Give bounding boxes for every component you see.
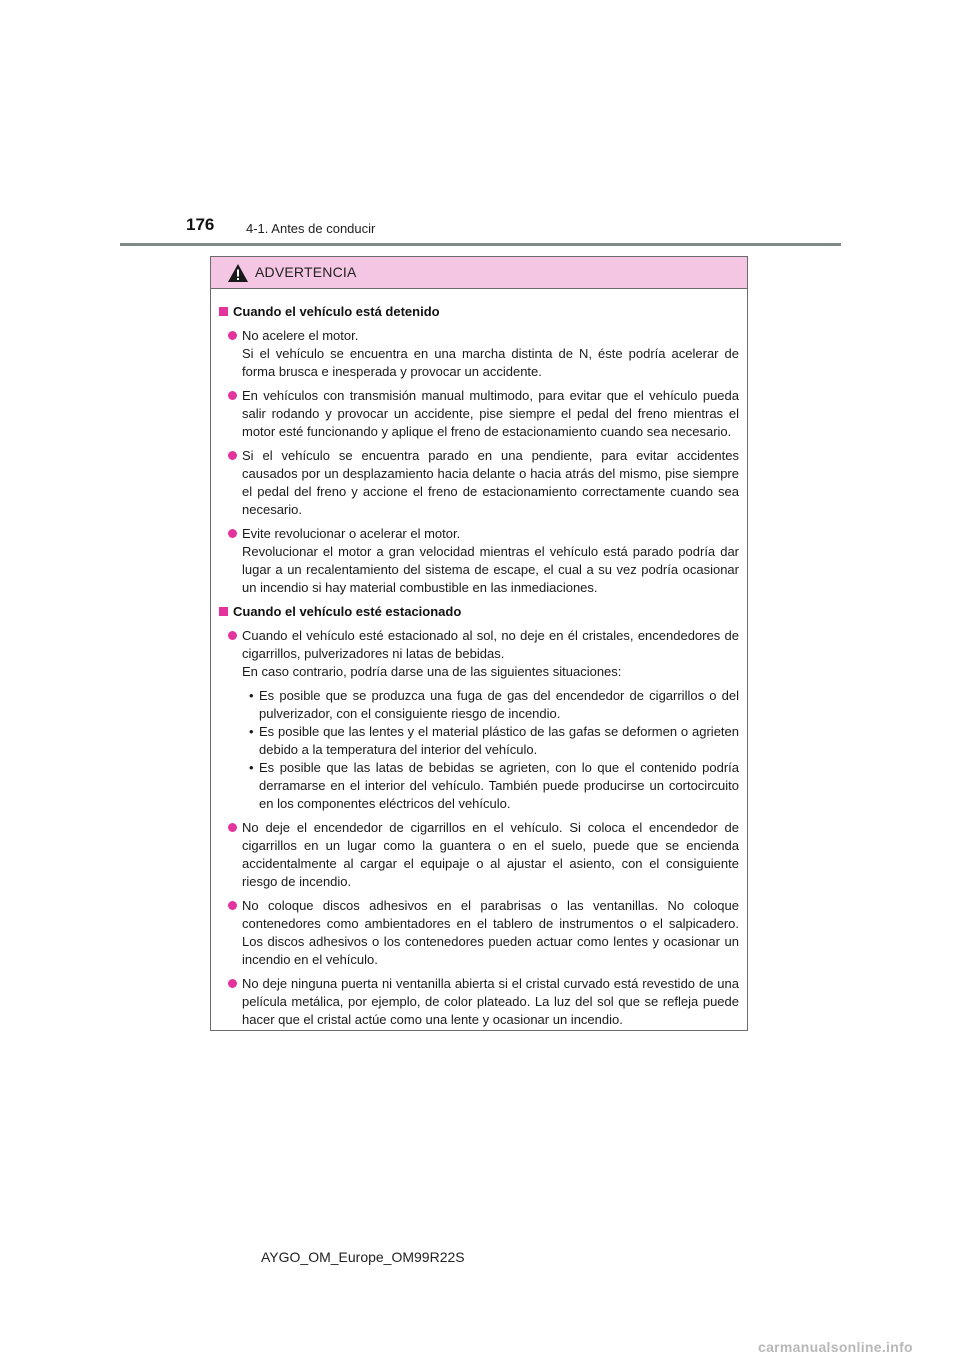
- warning-item-text: Si el vehículo se encuentra parado en una pendiente, para evitar accidentes causados por un desplazamiento hacia delante o hacia atrás del mismo, pise siempre el pedal del freno y accione el freno de estacionamiento correctamente cuando sea necesario.: [242, 448, 739, 517]
- warning-item: [218, 819, 739, 891]
- warning-item-text: No deje ninguna puerta ni ventanilla abierta si el cristal curvado está revestido de una película metálica, por ejemplo, de color plateado. La luz del sol que se refleja puede hacer que el cristal actúe como una lente y ocasionar un incendio.: [242, 976, 739, 1027]
- dot-bullet-icon: [228, 823, 237, 832]
- warning-item: [218, 525, 739, 597]
- warning-header: [211, 257, 747, 289]
- sub-bullet-text: Es posible que las lentes y el material plástico de las gafas se deformen o agrieten debido a la temperatura del interior del vehículo.: [259, 724, 739, 757]
- warning-box: [210, 256, 748, 1031]
- bullet-dot-icon: •: [249, 688, 254, 703]
- dot-bullet-icon: [228, 631, 237, 640]
- section-heading-text: Cuando el vehículo esté estacionado: [233, 604, 462, 619]
- warning-body: [211, 289, 747, 1029]
- header-rule: [120, 243, 841, 246]
- dot-bullet-icon: [228, 979, 237, 988]
- warning-item-text: Evite revolucionar o acelerar el motor. Revolucionar el motor a gran velocidad mientras el vehículo está parado podría dar lugar a un recalentamiento del sistema de escape, el cual a su vez podría ocasionar un incendio si hay material combustible en las inmediaciones.: [242, 526, 739, 595]
- document-code: AYGO_OM_Europe_OM99R22S: [261, 1249, 465, 1265]
- section-heading: [218, 303, 739, 321]
- dot-bullet-icon: [228, 901, 237, 910]
- section-title: 4-1. Antes de conducir: [246, 221, 376, 236]
- dot-bullet-icon: [228, 331, 237, 340]
- warning-item: [218, 387, 739, 441]
- square-bullet-icon: [219, 307, 228, 316]
- warning-item: [218, 897, 739, 969]
- sub-bullet-item: [242, 723, 739, 759]
- page-number: 176: [186, 215, 215, 234]
- sub-bullet-text: Es posible que se produzca una fuga de gas del encendedor de cigarrillos o del pulverizador, con el consiguiente riesgo de incendio.: [259, 688, 739, 721]
- warning-item-text: En vehículos con transmisión manual multimodo, para evitar que el vehículo pueda salir rodando y provocar un accidente, pise siempre el pedal del freno mientras el motor esté funcionando y aplique el freno de estacionamiento cuando sea necesario.: [242, 388, 739, 439]
- bullet-dot-icon: •: [249, 760, 254, 775]
- sub-bullet-list: [242, 687, 739, 813]
- square-bullet-icon: [219, 607, 228, 616]
- watermark: carmanualsonline.info: [758, 1339, 913, 1355]
- sub-bullet-item: [242, 687, 739, 723]
- warning-item: [218, 327, 739, 381]
- section-heading-text: Cuando el vehículo está detenido: [233, 304, 440, 319]
- warning-item-text: No coloque discos adhesivos en el parabrisas o las ventanillas. No coloque contenedores como ambientadores en el tablero de instrumentos o el salpicadero. Los discos adhesivos o los contenedores pueden actuar como lentes y ocasionar un incendio en el vehículo.: [242, 898, 739, 967]
- warning-item: [218, 447, 739, 519]
- warning-item: [218, 627, 739, 681]
- dot-bullet-icon: [228, 391, 237, 400]
- warning-item-text: No acelere el motor. Si el vehículo se encuentra en una marcha distinta de N, éste podría acelerar de forma brusca e inesperada y provocar un accidente.: [242, 328, 739, 379]
- warning-item-text: Cuando el vehículo esté estacionado al sol, no deje en él cristales, encendedores de cigarrillos, pulverizadores ni latas de bebidas. En caso contrario, podría darse una de las siguientes situaciones:: [242, 628, 739, 679]
- warning-item: [218, 975, 739, 1029]
- bullet-dot-icon: •: [249, 724, 254, 739]
- warning-item-text: No deje el encendedor de cigarrillos en el vehículo. Si coloca el encendedor de cigarrillos en un lugar como la guantera o en el suelo, puede que se encienda accidentalmente al cargar el equipaje o al ajustar el asiento, con el consiguiente riesgo de incendio.: [242, 820, 739, 889]
- warning-title: ADVERTENCIA: [255, 264, 357, 280]
- sub-bullet-text: Es posible que las latas de bebidas se agrieten, con lo que el contenido podría derramarse en el interior del vehículo. También puede producirse un cortocircuito en los componentes eléctricos del vehículo.: [259, 760, 739, 811]
- dot-bullet-icon: [228, 529, 237, 538]
- warning-triangle-icon: [227, 263, 249, 283]
- section-heading: [218, 603, 739, 621]
- dot-bullet-icon: [228, 451, 237, 460]
- sub-bullet-item: [242, 759, 739, 813]
